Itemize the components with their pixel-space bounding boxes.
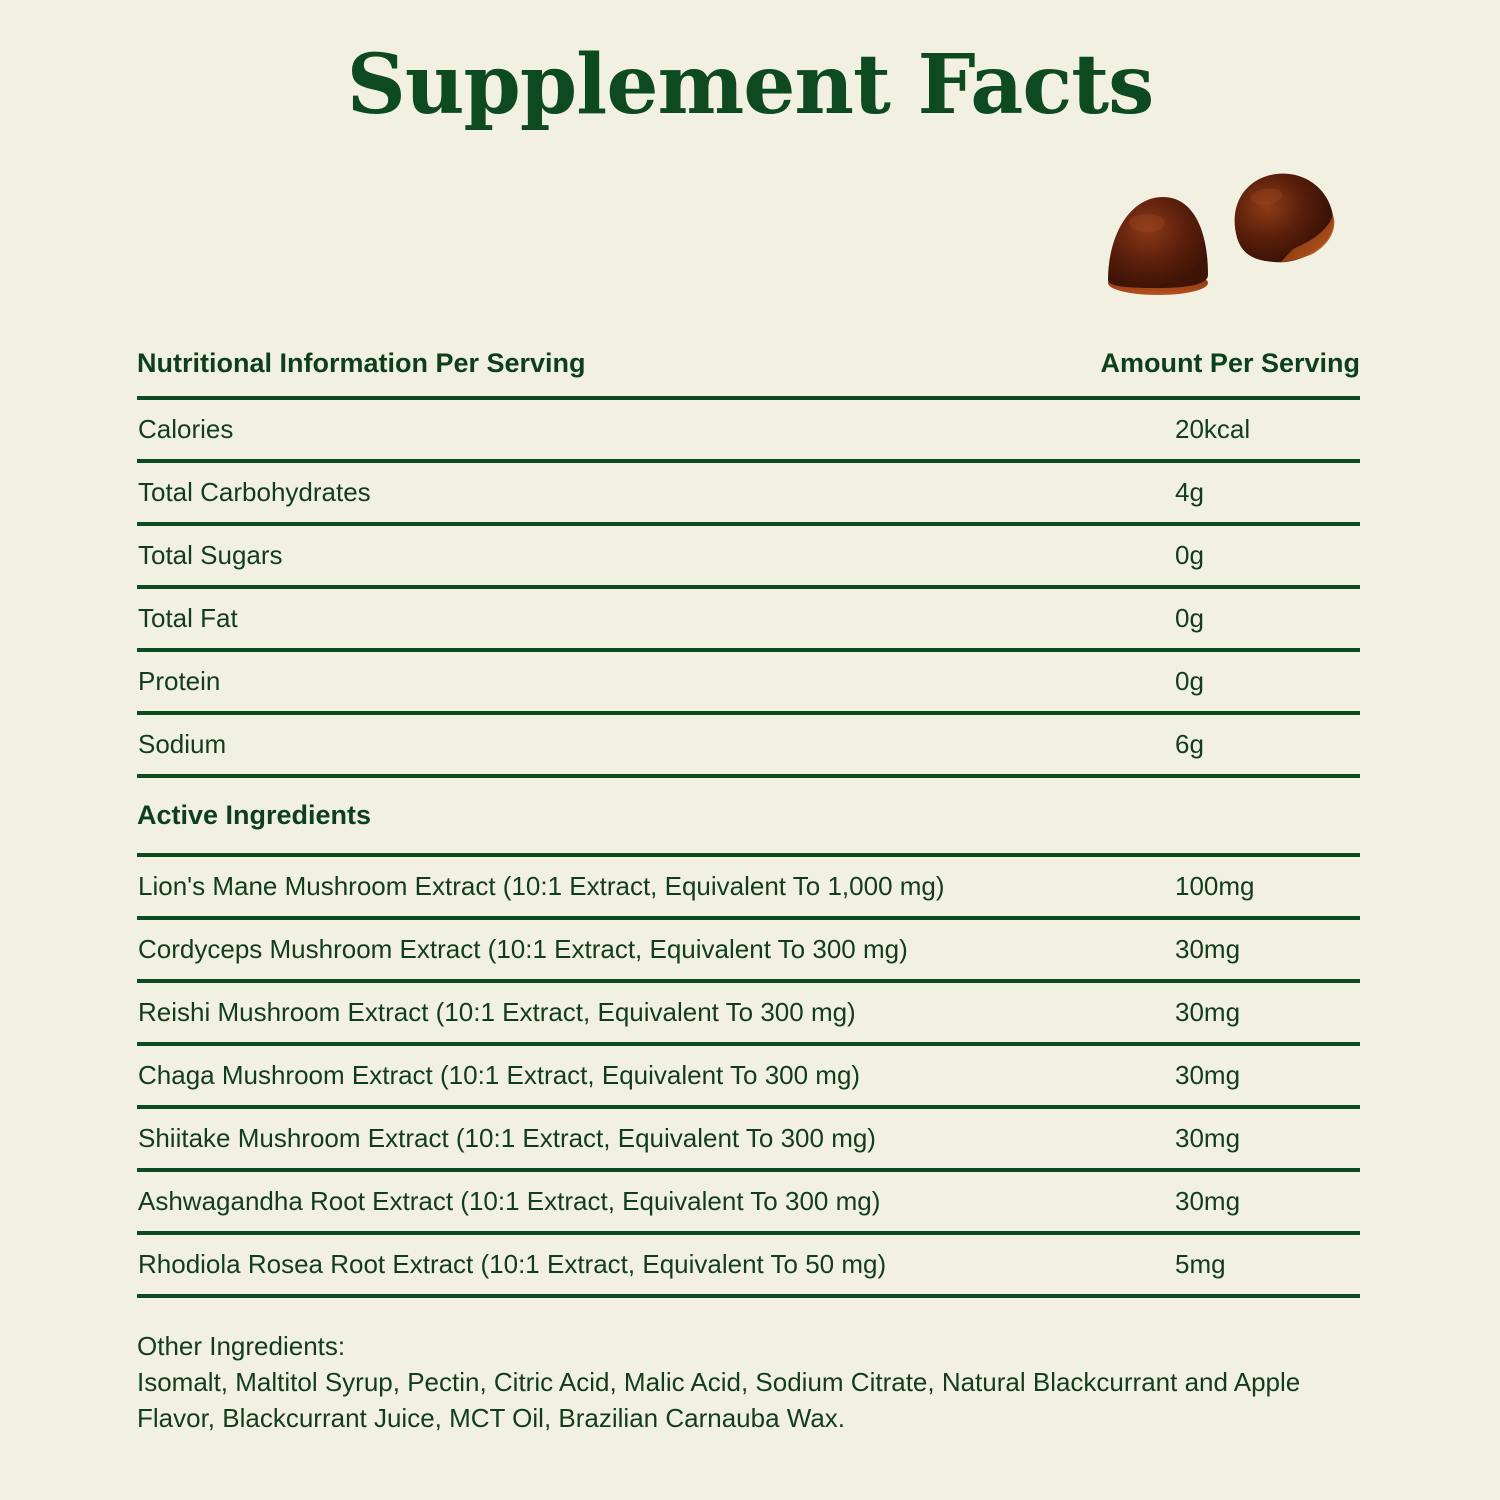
gummy-left <box>1108 197 1208 295</box>
table-row <box>137 920 1360 983</box>
table-row <box>137 857 1360 920</box>
table-row <box>137 526 1360 589</box>
header-amount-per-serving: Amount Per Serving <box>1100 347 1360 378</box>
table-row <box>137 652 1360 715</box>
header-nutritional-info: Nutritional Information Per Serving <box>137 347 586 378</box>
ingredient-amount: 30mg <box>1175 1186 1241 1216</box>
supplement-facts-table <box>137 330 1360 1298</box>
table-row <box>137 400 1360 463</box>
nutrient-name: Protein <box>138 666 221 696</box>
nutrient-amount: 0g <box>1175 603 1204 633</box>
nutrient-name: Total Sugars <box>138 540 283 570</box>
nutrient-amount: 20kcal <box>1175 414 1251 444</box>
other-ingredients-label: Other Ingredients: <box>137 1331 346 1361</box>
nutrient-name: Calories <box>138 414 234 444</box>
nutrient-amount: 0g <box>1175 540 1204 570</box>
ingredient-name: Shiitake Mushroom Extract (10:1 Extract, Equivalent To 300 mg) <box>138 1123 876 1153</box>
nutrient-amount: 0g <box>1175 666 1204 696</box>
table-row <box>137 983 1360 1046</box>
gummies-image <box>1095 160 1345 300</box>
ingredient-amount: 30mg <box>1175 1123 1241 1153</box>
ingredient-name: Cordyceps Mushroom Extract (10:1 Extract, Equivalent To 300 mg) <box>138 934 908 964</box>
nutrient-amount: 4g <box>1175 477 1204 507</box>
table-row <box>137 589 1360 652</box>
table-header <box>137 330 1360 400</box>
nutrient-name: Sodium <box>138 729 227 759</box>
nutrient-name: Total Fat <box>138 603 238 633</box>
gummy-right <box>1228 167 1339 268</box>
table-row <box>137 715 1360 778</box>
other-ingredients <box>137 1328 1360 1436</box>
nutrient-name: Total Carbohydrates <box>138 477 371 507</box>
table-row <box>137 463 1360 526</box>
other-ingredients-text: Isomalt, Maltitol Syrup, Pectin, Citric Acid, Malic Acid, Sodium Citrate, Natural Blackcurrant and Apple Flavor, Blackcurrant Juice, MCT Oil, Brazilian Carnauba Wax. <box>137 1367 1301 1433</box>
table-row <box>137 1109 1360 1172</box>
ingredient-amount: 100mg <box>1175 871 1255 901</box>
ingredient-name: Chaga Mushroom Extract (10:1 Extract, Equivalent To 300 mg) <box>138 1060 861 1090</box>
ingredient-amount: 30mg <box>1175 934 1241 964</box>
ingredient-name: Rhodiola Rosea Root Extract (10:1 Extract, Equivalent To 50 mg) <box>138 1249 887 1279</box>
table-row <box>137 1046 1360 1109</box>
ingredient-name: Lion's Mane Mushroom Extract (10:1 Extract, Equivalent To 1,000 mg) <box>138 871 945 901</box>
table-row <box>137 1235 1360 1298</box>
ingredient-amount: 5mg <box>1175 1249 1226 1279</box>
ingredient-amount: 30mg <box>1175 997 1241 1027</box>
nutrient-amount: 6g <box>1175 729 1204 759</box>
ingredient-name: Ashwagandha Root Extract (10:1 Extract, Equivalent To 300 mg) <box>138 1186 881 1216</box>
ingredient-amount: 30mg <box>1175 1060 1241 1090</box>
table-row <box>137 1172 1360 1235</box>
active-ingredients-heading: Active Ingredients <box>137 778 1360 857</box>
page-title: Supplement Facts <box>346 37 1154 133</box>
ingredient-name: Reishi Mushroom Extract (10:1 Extract, Equivalent To 300 mg) <box>138 997 856 1027</box>
